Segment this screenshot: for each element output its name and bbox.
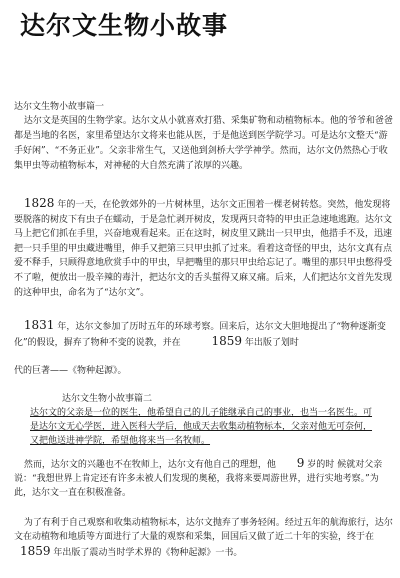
paragraph-5-text-b: 岁的时 <box>307 460 335 470</box>
document-title: 达尔文生物小故事 <box>20 11 229 40</box>
paragraph-5-text-c: 候就对父亲说：“我想世界上肯定还有许多未被人们发现的奥秘，我将来要周游世界，进行实地考察。”为此，达尔文一直在积极准备。 <box>14 460 383 498</box>
year-1859-b: 1859 <box>20 544 51 558</box>
year-1859-a: 1859 <box>211 334 243 348</box>
paragraph-6-text-a: 为了有利于自己观察和收集动植物标本，达尔文抛弃了事务轻闲。经过五年的航海旅行，达尔文在动植物和地质等方面进行了大量的观察和采集，回国后又做了近二十年的实验，终于在 <box>14 518 393 542</box>
year-1831: 1831 <box>23 318 55 332</box>
paragraph-5-text-a: 然而，达尔文的兴趣也不在牧师上，达尔文有他自己的理想，他 <box>23 460 276 470</box>
age-9: 9 <box>296 456 305 470</box>
paragraph-1: 达尔文是英国的生物学家。达尔文从小就喜欢打猎、采集矿物和动植物标本。他的爷爷和爸爸都是当地的名医，家里希望达尔文将来也能从医，于是他送到医学院学习。可是达尔文整天“游手好闲”、“不务正业”。父亲非常生气，又送他到剑桥大学学神学。然而，达尔文仍然热心于收集甲虫等动植物标本，对神秘的大自然充满了浓厚的兴趣。 <box>14 116 393 171</box>
year-1828: 1828 <box>23 196 55 210</box>
section-heading-1: 达尔文生物小故事篇一 <box>14 102 105 112</box>
paragraph-6 <box>14 516 394 560</box>
paragraph-2-text: 年的一天，在伦敦郊外的一片树林里，达尔文正围着一棵老树转悠。突然，他发现将要脱落的树皮下有虫子在蠕动，于是急忙剥开树皮，发现两只奇特的甲虫正急速地逃跑。达尔文马上把它们抓在手里，兴奋地观看起来。正在这时，树皮里又跳出一只甲虫，他措手不及，迅速把一只手里的甲虫藏进嘴里，伸手又把第三只甲虫抓了过来。看着这奇怪的甲虫，达尔文真有点爱不释手，只顾得意地欣赏手中的甲虫，早把嘴里的那只甲虫给忘记了。嘴里的那只甲虫憋得受不了啦，便放出一股辛辣的毒汁，把达尔文的舌头蜇得又麻又痛。后来，人们把达尔文首先发现的这种甲虫，命名为了“达尔文”。 <box>14 200 393 298</box>
paragraph-4-text: 达尔文的父亲是一位的医生，他希望自己的儿子能继承自己的事业，也当一名医生。可是达尔文无心学医，进入医科大学后，他成天去收集动植物标本，父亲对他无可奈何，又把他送进神学院，希望他将来当一名牧师。 <box>30 408 373 446</box>
paragraph-3-text-b: 年出版了划时 <box>244 338 299 348</box>
paragraph-3-text-a: 年，达尔文参加了历时五年的环球考察。回来后，达尔文大胆地提出了“物种逐渐变化”的假设，摒弃了物种不变的说教，并在 <box>14 322 386 348</box>
paragraph-2 <box>14 196 394 300</box>
paragraph-3-text-c: 代的巨著——《物种起源》。 <box>14 366 127 376</box>
section-heading-2: 达尔文生物小故事篇二 <box>62 394 153 404</box>
paragraph-5 <box>14 456 394 500</box>
paragraph-6-text-b: 年出版了震动当时学术界的《物种起源》一书。 <box>53 548 243 558</box>
paragraph-3 <box>14 318 394 350</box>
paragraph-4 <box>30 406 380 448</box>
